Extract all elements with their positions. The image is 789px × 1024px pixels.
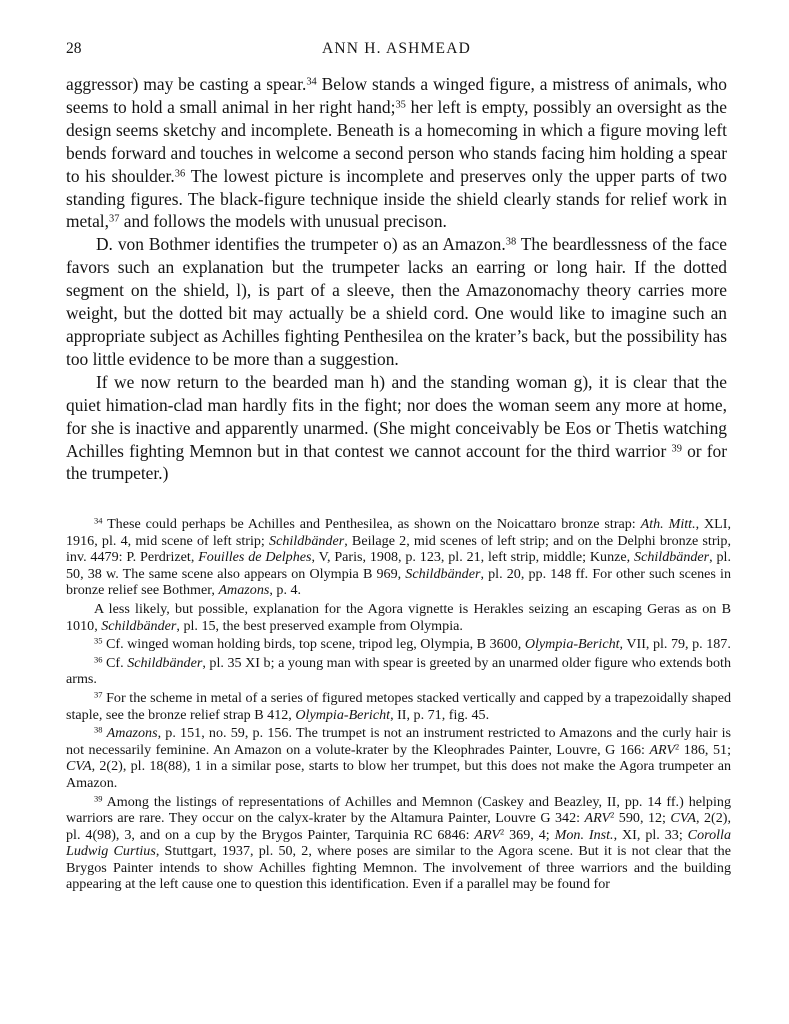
note-ref: 2 — [499, 826, 505, 837]
note-ref: 35 — [395, 99, 406, 111]
note-ref: 2 — [675, 741, 680, 752]
italic-title: Ath. Mitt. — [640, 516, 696, 532]
italic-title: Schildbänder — [269, 532, 345, 549]
body-paragraph: D. von Bothmer identifies the trumpeter o) as an Amazon.$^{38}$ The beardlessness of the face favors such an explanation but the trumpeter lacks an earring or long hair. If the dotted segment on the shield, l), is part of a sleeve, then the Amazonomachy theory carries more weight, but the dotted bit may actually be a shield cord. One would like to imagine such an appropriate subject as Achilles fighting Penthesilea on the krater’s back, but the possibility has too little evidence to be more than a suggestion. — [66, 234, 727, 369]
footnote: A less likely, but possible, explanation for the Agora vignette is Herakles seizing an escaping Geras as on B 1010, Schildbänder, pl. 15, the best preserved example from Olympia. — [66, 600, 731, 634]
italic-title: Amazons — [218, 582, 270, 599]
italic-title: Corolla Ludwig Curtius — [66, 826, 732, 860]
footnote: $^{34}$ These could perhaps be Achilles and Penthesilea, as shown on the Noicattaro bronze strap: Ath. Mitt., XLI, 1916, pl. 4, mid scene of left strip; Schildbänder, Beilage 2, mid scenes of left strip; and on the Delphi bronze strip, inv. 4479: P. Perdrizet, Fouilles de Delphes, V, Paris, 1908, p. 123, pl. 21, left strip, middle; Kunze, Schildbänder, pl. 50, 38 w. The same scene also appears on Olympia B 969, Schildbänder, pl. 20, pp. 148 ff. For other such scenes in bronze relief see Bothmer, Amazons, p. 4. — [66, 515, 732, 599]
italic-title: Schildbänder — [101, 617, 177, 634]
footnote: $^{35}$ Cf. winged woman holding birds, top scene, tripod leg, Olympia, B 3600, Olympia-Bericht, VII, pl. 79, p. 187. — [94, 635, 731, 653]
note-ref: 2 — [610, 809, 615, 820]
footnote: $^{37}$ For the scheme in metal of a series of figured metopes stacked vertically and capped by a trapezoidally shaped staple, see the bronze relief strap B 412, Olympia-Bericht, II, p. 71, fig. 45. — [66, 689, 731, 723]
italic-title: ARV — [649, 741, 676, 758]
footnote: $^{38}$ Amazons, p. 151, no. 59, p. 156. The trumpet is not an instrument restricted to Amazons and the curly hair is not necessarily feminine. An Amazon on a volute-krater by the Kleophrades Painter, Louvre, G 166: ARV$^2$ 186, 51; CVA, 2(2), pl. 18(88), 1 in a similar pose, starts to blow her trumpet, but this does not make the Agora trumpeter an Amazon. — [66, 724, 731, 791]
note-ref: 34 — [94, 515, 103, 526]
page-header — [66, 40, 727, 64]
italic-title: Schildbänder — [634, 549, 710, 566]
note-ref: 36 — [94, 654, 103, 665]
running-head: ANN H. ASHMEAD — [322, 40, 471, 57]
italic-title: Amazons — [106, 725, 158, 742]
italic-title: Olympia-Bericht — [295, 706, 391, 723]
body-paragraph: aggressor) may be casting a spear.$^{34}$ Below stands a winged figure, a mistress of animals, who seems to hold a small animal in her right hand;$^{35}$ her left is empty, possibly an oversight as the design seems sketchy and incomplete. Beneath is a homecoming in which a figure moving left bends forward and touches in welcome a second person who stands facing him holding a spear to his shoulder.$^{36}$ The lowest picture is incomplete and preserves only the upper parts of two standing figures. The black-figure technique inside the shield clearly stands for relief work in metal,$^{37}$ and follows the models with unusual precison. — [66, 74, 727, 232]
italic-title: Olympia-Bericht — [524, 636, 620, 653]
page-number: 28 — [66, 40, 82, 57]
note-ref: 38 — [94, 724, 103, 735]
note-ref: 37 — [108, 213, 120, 225]
note-ref: 36 — [174, 167, 186, 179]
note-ref: 35 — [94, 635, 103, 646]
footnotes — [66, 516, 731, 895]
footnote: $^{39}$ Among the listings of representations of Achilles and Memnon (Caskey and Beazley, II, pp. 14 ff.) helping warriors are rare. They occur on the calyx-krater by the Altamura Painter, Louvre G 342: ARV$^2$ 590, 12; CVA, 2(2), pl. 4(98), 3, and on a cup by the Brygos Painter, Tarquinia RC 6846: ARV$^2$ 369, 4; Mon. Inst., XI, pl. 33; Corolla Ludwig Curtius, Stuttgart, 1937, pl. 50, 2, where poses are similar to the Agora scene. But it is not clear that the Brygos Painter intends to show Achilles fighting Memnon. The involvement of three warriors and the building appearing at the left cause one to question this identification. Even if a parallel may be found for — [66, 792, 732, 893]
note-ref: 34 — [306, 76, 317, 88]
italic-title: CVA — [66, 758, 92, 775]
footnote: $^{36}$ Cf. Schildbänder, pl. 35 XI b; a young man with spear is greeted by an unarmed older figure who extends both arms. — [66, 654, 731, 688]
note-ref: 38 — [505, 236, 517, 248]
note-ref: 37 — [94, 689, 103, 700]
body-paragraph: If we now return to the bearded man h) and the standing woman g), it is clear that the quiet himation-clad man hardly fits in the fight; nor does the woman seem any more at home, for she is inactive and apparently unarmed. (She might conceivably be Eos or Thetis watching Achilles fighting Memnon but in that contest we cannot account for the third warrior $^{39}$ or for the trumpeter.) — [66, 371, 727, 484]
italic-title: Schildbänder — [405, 565, 481, 582]
note-ref: 39 — [671, 442, 682, 454]
italic-title: CVA — [670, 810, 696, 827]
body-text — [66, 73, 727, 485]
italic-title: Schildbänder — [127, 654, 203, 671]
italic-title: ARV — [584, 810, 611, 827]
italic-title: Fouilles de Delphes — [198, 549, 312, 566]
italic-title: ARV — [474, 826, 500, 843]
note-ref: 39 — [94, 792, 103, 803]
italic-title: Mon. Inst. — [554, 826, 614, 843]
